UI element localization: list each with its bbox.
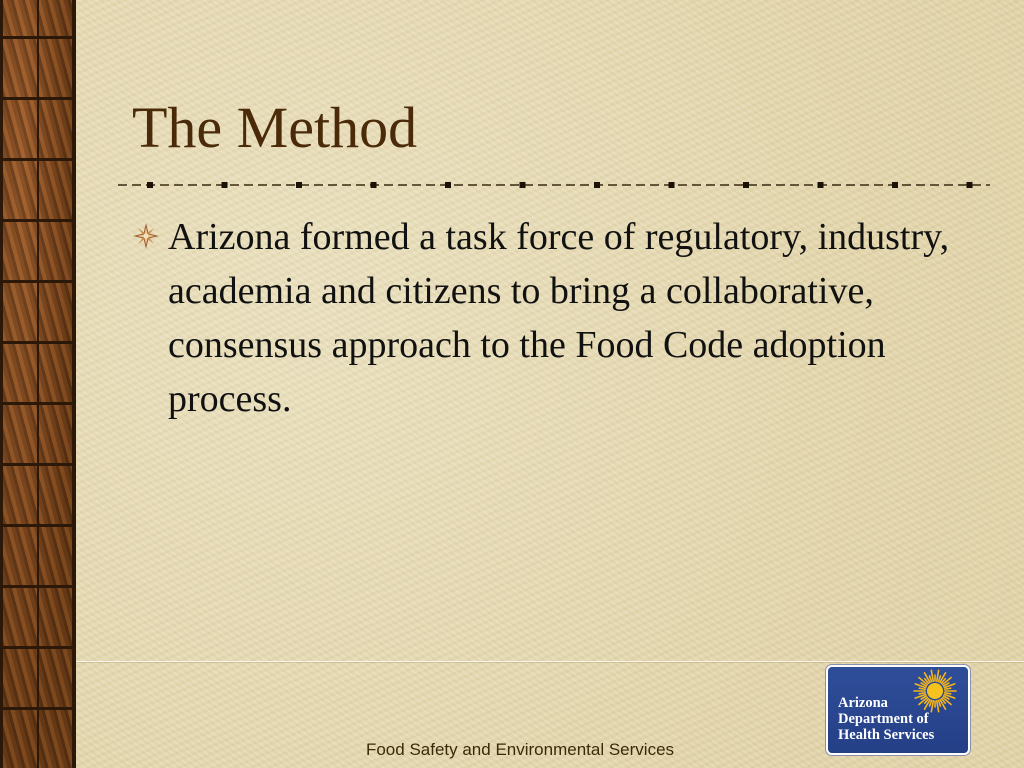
compass-star-bullet-icon (132, 222, 160, 250)
logo-line-health-services: Health Services (838, 727, 935, 743)
sun-ray (919, 688, 925, 689)
divider-dot (818, 182, 824, 188)
slide-title: The Method (132, 95, 418, 160)
adhs-logo (826, 665, 970, 755)
logo-line-arizona: Arizona (838, 695, 888, 711)
divider-dot (743, 182, 749, 188)
divider-dot (222, 182, 228, 188)
divider-dot (669, 182, 675, 188)
divider-dot (520, 182, 526, 188)
divider-dot (371, 182, 377, 188)
sun-ray (945, 693, 951, 694)
divider-dot (296, 182, 302, 188)
left-border-edge (0, 0, 3, 768)
divider-dot (594, 182, 600, 188)
sun-ray (919, 693, 925, 694)
logo-line-department: Department of (838, 711, 929, 727)
divider-dot (967, 182, 973, 188)
footer-divider (76, 661, 1024, 662)
bullet-list (132, 210, 952, 426)
title-divider (118, 178, 990, 192)
divider-dot (445, 182, 451, 188)
divider-dot (892, 182, 898, 188)
sun-ray (945, 688, 951, 689)
divider-dot (147, 182, 153, 188)
bullet-text: Arizona formed a task force of regulatory, industry, academia and citizens to bring a collaborative, consensus approach to the Food Code adoption process. (168, 216, 950, 420)
footer-text: Food Safety and Environmental Services (365, 740, 675, 759)
left-wood-border (0, 0, 76, 768)
logo-text (838, 695, 934, 743)
bullet-item (132, 210, 952, 426)
